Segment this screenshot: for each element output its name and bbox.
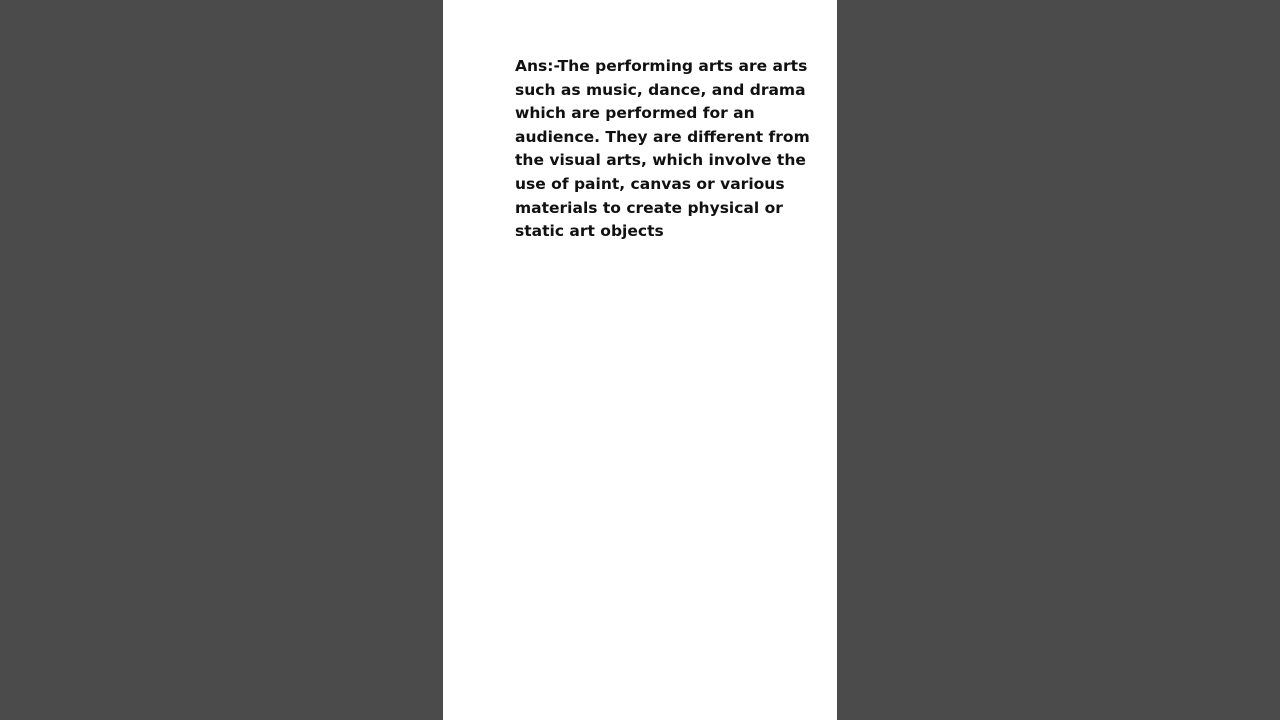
answer-line: use of paint, canvas or various [515, 174, 785, 193]
answer-line: Ans:-The performing arts are arts [515, 57, 808, 75]
document-page [443, 0, 837, 720]
answer-line: static art objects [515, 222, 664, 241]
answer-line: the visual arts, which involve the [515, 151, 806, 170]
answer-line: materials to create physical or [515, 198, 783, 217]
answer-line: such as music, dance, and drama [515, 80, 806, 99]
answer-line: audience. They are different from [515, 127, 810, 146]
answer-paragraph [515, 55, 810, 244]
answer-line: which are performed for an [515, 104, 755, 123]
